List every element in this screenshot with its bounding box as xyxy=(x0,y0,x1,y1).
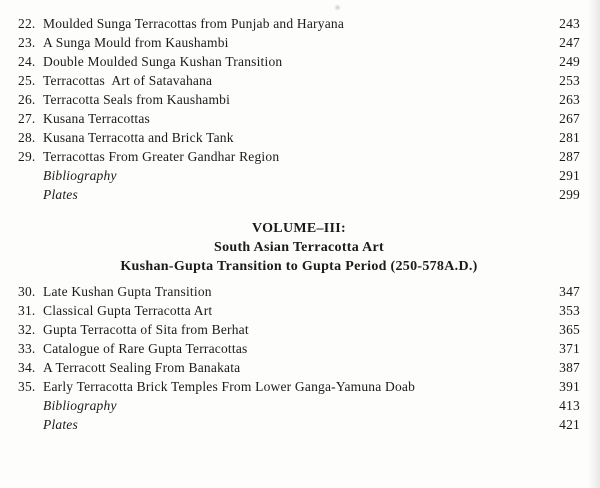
entry-number: 30. xyxy=(18,284,36,299)
toc-entry xyxy=(18,33,580,52)
toc-entry-plates xyxy=(18,415,580,434)
entry-page-number: 365 xyxy=(559,322,580,337)
volume-heading-line2: South Asian Terracotta Art xyxy=(214,240,384,255)
entry-number: 33. xyxy=(18,341,36,356)
volume-heading xyxy=(18,219,580,276)
entry-title: Gupta Terracotta of Sita from Berhat xyxy=(43,322,249,337)
toc-entry-bibliography xyxy=(18,396,580,415)
toc-entry xyxy=(18,320,580,339)
entry-title: Plates xyxy=(43,187,78,202)
toc-section-volume-3 xyxy=(18,282,580,434)
entry-title: Catalogue of Rare Gupta Terracottas xyxy=(43,341,248,356)
toc-entry xyxy=(18,339,580,358)
entry-number: 26. xyxy=(18,92,36,107)
entry-title: Bibliography xyxy=(43,398,117,413)
toc-entry xyxy=(18,52,580,71)
scan-edge-shadow xyxy=(588,0,600,488)
entry-title: Classical Gupta Terracotta Art xyxy=(43,303,213,318)
entry-title: A Sunga Mould from Kaushambi xyxy=(43,35,229,50)
entry-page-number: 253 xyxy=(559,73,580,88)
toc-entry xyxy=(18,377,580,396)
toc-section-volume-2 xyxy=(18,14,580,204)
toc-entry xyxy=(18,282,580,301)
toc-entry xyxy=(18,128,580,147)
entry-number: 28. xyxy=(18,130,36,145)
toc-entry xyxy=(18,301,580,320)
entry-page-number: 421 xyxy=(559,417,580,432)
entry-page-number: 243 xyxy=(559,16,580,31)
entry-page-number: 391 xyxy=(559,379,580,394)
entry-number: 34. xyxy=(18,360,36,375)
entry-page-number: 387 xyxy=(559,360,580,375)
toc-entry xyxy=(18,147,580,166)
entry-title: Kusana Terracotta and Brick Tank xyxy=(43,130,234,145)
entry-number: 35. xyxy=(18,379,36,394)
entry-page-number: 347 xyxy=(559,284,580,299)
entry-page-number: 353 xyxy=(559,303,580,318)
entry-page-number: 287 xyxy=(559,149,580,164)
toc-entry-plates xyxy=(18,185,580,204)
entry-number: 32. xyxy=(18,322,36,337)
entry-number: 29. xyxy=(18,149,36,164)
volume-heading-line1: VOLUME–III: xyxy=(251,221,347,236)
entry-title: Kusana Terracottas xyxy=(43,111,150,126)
toc-entry-bibliography xyxy=(18,166,580,185)
entry-page-number: 281 xyxy=(559,130,580,145)
entry-page-number: 267 xyxy=(559,111,580,126)
entry-number: 24. xyxy=(18,54,36,69)
scan-speck-artifact xyxy=(334,4,341,11)
entry-number: 25. xyxy=(18,73,36,88)
entry-page-number: 413 xyxy=(559,398,580,413)
entry-page-number: 291 xyxy=(559,168,580,183)
entry-page-number: 371 xyxy=(559,341,580,356)
entry-title: A Terracott Sealing From Banakata xyxy=(43,360,241,375)
entry-page-number: 247 xyxy=(559,35,580,50)
entry-title: Terracottas From Greater Gandhar Region xyxy=(43,149,280,164)
toc-entry xyxy=(18,14,580,33)
entry-title: Moulded Sunga Terracottas from Punjab and Haryana xyxy=(43,16,345,31)
toc-entry xyxy=(18,90,580,109)
toc-entry xyxy=(18,71,580,90)
entry-title: Bibliography xyxy=(43,168,117,183)
entry-title: Double Moulded Sunga Kushan Transition xyxy=(43,54,283,69)
entry-page-number: 263 xyxy=(559,92,580,107)
entry-title: Plates xyxy=(43,417,78,432)
volume-heading-line3: Kushan-Gupta Transition to Gupta Period (250-578A.D.) xyxy=(120,259,478,274)
entry-title: Terracotta Seals from Kaushambi xyxy=(43,92,231,107)
entry-number: 31. xyxy=(18,303,36,318)
entry-number: 23. xyxy=(18,35,36,50)
entry-number: 27. xyxy=(18,111,36,126)
toc-entry xyxy=(18,358,580,377)
entry-title: Late Kushan Gupta Transition xyxy=(43,284,212,299)
entry-title: Terracottas Art of Satavahana xyxy=(43,73,213,88)
toc-entry xyxy=(18,109,580,128)
entry-title: Early Terracotta Brick Temples From Lower Ganga-Yamuna Doab xyxy=(43,379,416,394)
entry-number: 22. xyxy=(18,16,36,31)
entry-page-number: 249 xyxy=(559,54,580,69)
entry-page-number: 299 xyxy=(559,187,580,202)
